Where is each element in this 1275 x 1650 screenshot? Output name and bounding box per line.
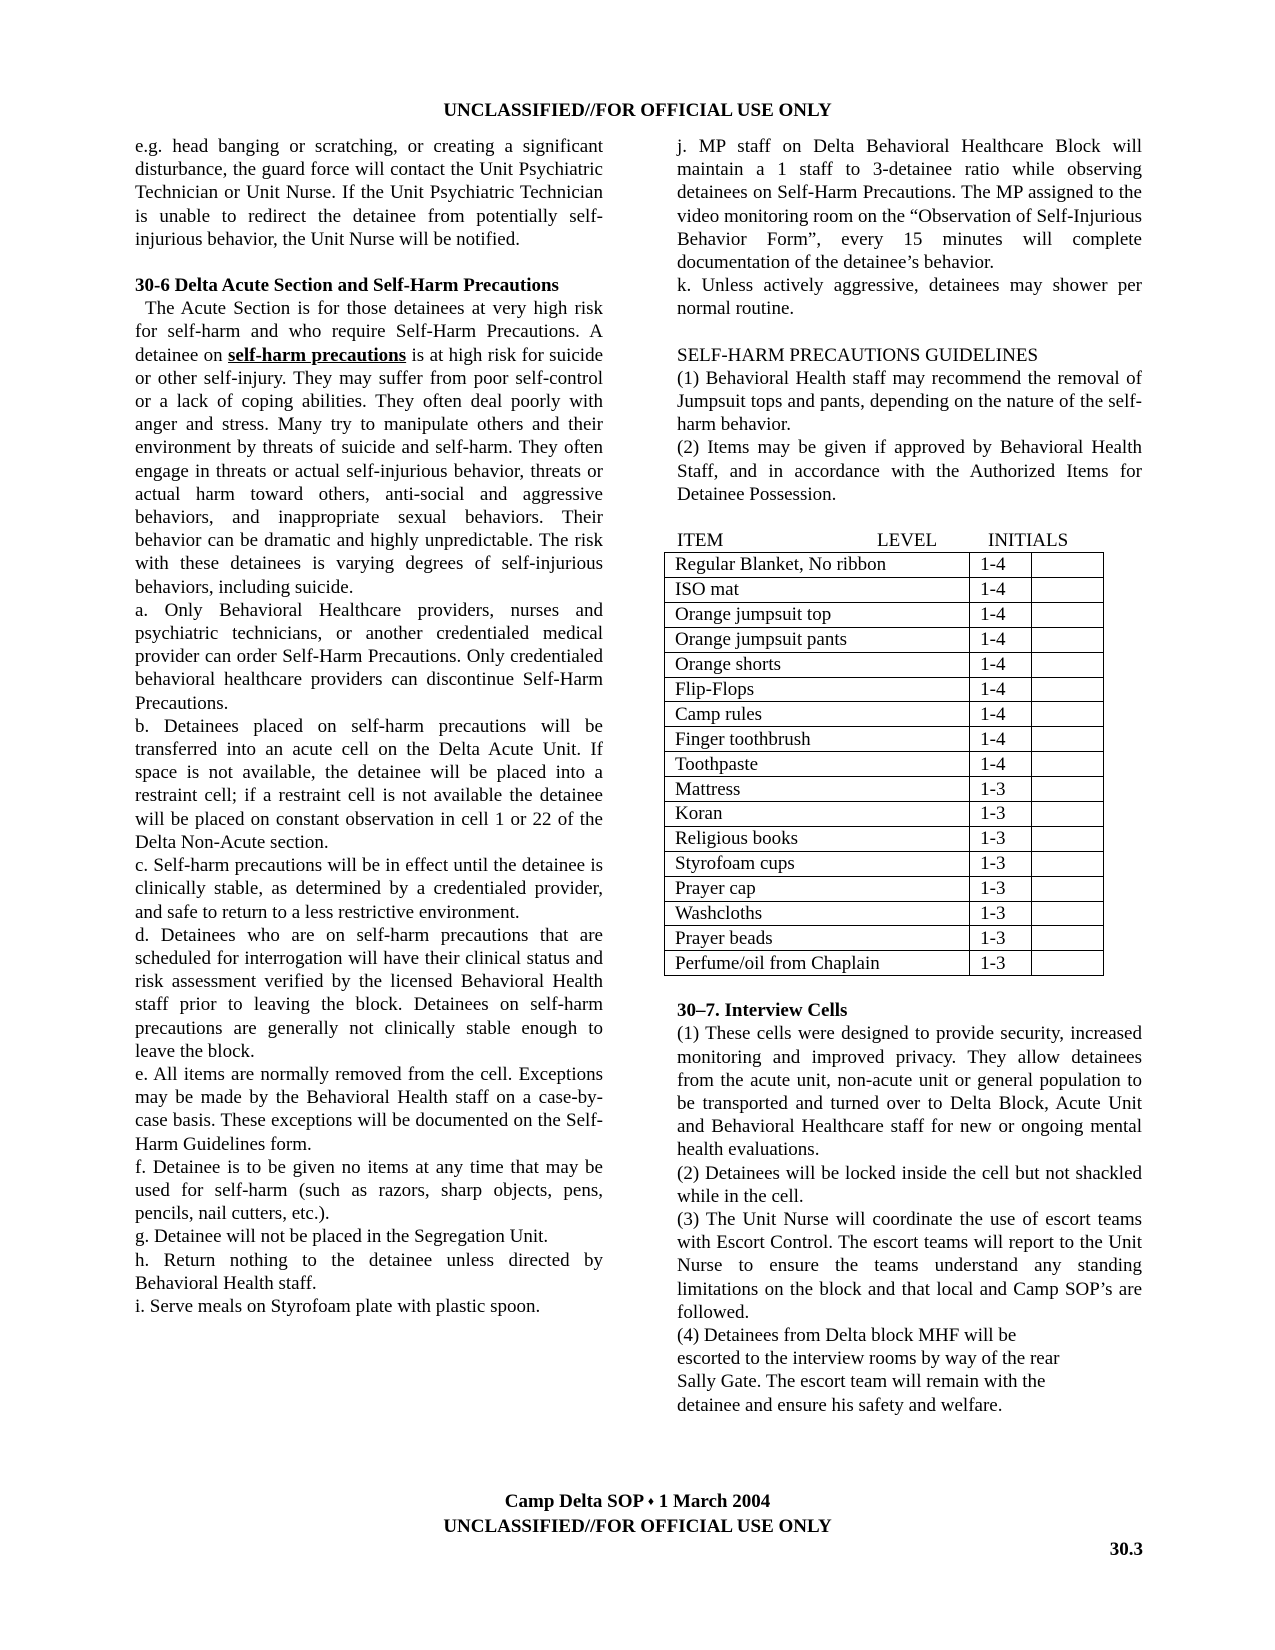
table-row [665, 926, 1104, 951]
table-row [665, 602, 1104, 627]
item-level-cell: 1-4 [970, 577, 1032, 602]
item-name-cell: Orange shorts [665, 652, 970, 677]
table-row [665, 677, 1104, 702]
footer [0, 1490, 1275, 1538]
item-name-cell: Prayer cap [665, 876, 970, 901]
item-c: c. Self-harm precautions will be in effect until the detainee is clinically stable, as determined by a credentialed provider, and safe to return to a less restrictive environment. [135, 855, 603, 923]
item-initials-cell [1032, 727, 1104, 752]
item-b: b. Detainees placed on self-harm precautions will be transferred into an acute cell on the Delta Acute Unit. If space is not available, the detainee will be placed into a restraint cell; if a restraint cell is not available the detainee will be placed on constant observation in cell 1 or 22 of the Delta Non-Acute section. [135, 715, 603, 853]
item-name-cell: Washcloths [665, 901, 970, 926]
item-name-cell: Orange jumpsuit pants [665, 627, 970, 652]
table-row [665, 851, 1104, 876]
diamond-icon: ♦ [647, 1494, 654, 1508]
footer-classification: UNCLASSIFIED//FOR OFFICIAL USE ONLY [443, 1516, 832, 1537]
section-title-30-7: 30–7. Interview Cells [677, 1000, 848, 1022]
item-initials-cell [1032, 801, 1104, 826]
interview-1: (1) These cells were designed to provide security, increased monitoring and improved privacy. They allow detainees from the acute unit, non-acute unit or general population to be transported and turned over to Delta Block, Acute Unit and Behavioral Healthcare staff for new or ongoing mental health evaluations. [677, 1023, 1142, 1161]
item-name-cell: Finger toothbrush [665, 727, 970, 752]
table-row [665, 876, 1104, 901]
item-name-cell: Perfume/oil from Chaplain [665, 951, 970, 976]
table-row [665, 727, 1104, 752]
item-level-cell: 1-3 [970, 926, 1032, 951]
item-initials-cell [1032, 652, 1104, 677]
acute-text-b: is at high risk for suicide or other self-injury. They may suffer from poor self-control or a lack of coping abilities. They often deal poorly with anger and stress. Many try to manipulate others and their environment by threats of suicide and self-harm. They often engage in threats or actual self-injurious behavior, threats or actual harm toward others, anti-social and aggressive behaviors, and inappropriate sexual behaviors. Their behavior can be dramatic and highly unpredictable. The risk with these detainees is varying degrees of self-injurious behaviors, including suicide. [135, 344, 604, 598]
item-e: e. All items are normally removed from the cell. Exceptions may be made by the Behavioral Health staff on a case-by-case basis. These exceptions will be documented on the Self-Harm Guidelines form. [135, 1063, 603, 1155]
table-row [665, 652, 1104, 677]
table-row [665, 752, 1104, 777]
interview-4-line-3: Sally Gate. The escort team will remain with the [677, 1371, 1046, 1393]
item-d: d. Detainees who are on self-harm precautions that are scheduled for interrogation will have their clinical status and risk assessment verified by the licensed Behavioral Health staff prior to leaving the block. Detainees on self-harm precautions are generally not clinically stable enough to leave the block. [135, 924, 603, 1062]
item-level-cell: 1-3 [970, 901, 1032, 926]
left-column [135, 135, 603, 1318]
item-level-cell: 1-4 [970, 752, 1032, 777]
item-level-cell: 1-4 [970, 652, 1032, 677]
guideline-2: (2) Items may be given if approved by Behavioral Health Staff, and in accordance with the Authorized Items for Detainee Possession. [677, 437, 1142, 505]
item-name-cell: Camp rules [665, 702, 970, 727]
item-g: g. Detainee will not be placed in the Segregation Unit. [135, 1226, 549, 1248]
table-row [665, 777, 1104, 802]
item-level-cell: 1-3 [970, 826, 1032, 851]
guidelines-title: SELF-HARM PRECAUTIONS GUIDELINES [677, 344, 1039, 366]
right-column [677, 135, 1142, 1417]
item-level-cell: 1-4 [970, 553, 1032, 578]
table-row [665, 553, 1104, 578]
item-level-cell: 1-3 [970, 851, 1032, 876]
item-level-cell: 1-4 [970, 727, 1032, 752]
table-row [665, 826, 1104, 851]
section-title-30-6: 30-6 Delta Acute Section and Self-Harm Precautions [135, 275, 559, 297]
table-row [665, 627, 1104, 652]
acute-text-a: The Acute Section is for those detainees at very high risk for self-harm and who require Self-Harm Precautions. A detainee on [135, 298, 603, 366]
footer-line-1 [0, 1490, 1275, 1515]
interview-2: (2) Detainees will be locked inside the cell but not shackled while in the cell. [677, 1162, 1142, 1207]
footer-doc-name: Camp Delta SOP [504, 1491, 644, 1512]
page-number: 30.3 [1109, 1539, 1143, 1560]
item-name-cell: Orange jumpsuit top [665, 602, 970, 627]
item-name-cell: Koran [665, 801, 970, 826]
item-initials-cell [1032, 602, 1104, 627]
item-name-cell: Flip-Flops [665, 677, 970, 702]
item-initials-cell [1032, 901, 1104, 926]
item-name-cell: ISO mat [665, 577, 970, 602]
header-item: ITEM [677, 530, 724, 552]
table-row [665, 801, 1104, 826]
item-level-cell: 1-4 [970, 627, 1032, 652]
item-initials-cell [1032, 826, 1104, 851]
item-level-cell: 1-4 [970, 602, 1032, 627]
intro-paragraph: e.g. head banging or scratching, or creating a significant disturbance, the guard force will contact the Unit Psychiatric Technician or Unit Nurse. If the Unit Psychiatric Technician is unable to redirect the detainee from potentially self-injurious behavior, the Unit Nurse will be notified. [135, 136, 603, 250]
classification-header: UNCLASSIFIED//FOR OFFICIAL USE ONLY [443, 100, 832, 121]
item-level-cell: 1-3 [970, 951, 1032, 976]
table-row [665, 702, 1104, 727]
item-initials-cell [1032, 777, 1104, 802]
footer-date: 1 March 2004 [658, 1491, 771, 1512]
table-row [665, 951, 1104, 976]
item-a: a. Only Behavioral Healthcare providers, nurses and psychiatric technicians, or another credentialed medical provider can order Self-Harm Precautions. Only credentialed behavioral healthcare providers can discontinue Self-Harm Precautions. [135, 599, 603, 714]
item-i: i. Serve meals on Styrofoam plate with plastic spoon. [135, 1295, 541, 1317]
acute-term: self-harm precautions [228, 344, 407, 366]
guideline-1: (1) Behavioral Health staff may recommend the removal of Jumpsuit tops and pants, depending on the nature of the self-harm behavior. [677, 367, 1142, 436]
item-initials-cell [1032, 702, 1104, 727]
interview-3: (3) The Unit Nurse will coordinate the use of escort teams with Escort Control. The escort teams will report to the Unit Nurse to ensure the teams understand any standing limitations on the block and that local and Camp SOP’s are followed. [677, 1209, 1142, 1323]
item-name-cell: Regular Blanket, No ribbon [665, 553, 970, 578]
item-level-cell: 1-4 [970, 677, 1032, 702]
item-initials-cell [1032, 627, 1104, 652]
item-name-cell: Toothpaste [665, 752, 970, 777]
item-name-cell: Styrofoam cups [665, 851, 970, 876]
item-name-cell: Mattress [665, 777, 970, 802]
item-initials-cell [1032, 677, 1104, 702]
item-f: f. Detainee is to be given no items at any time that may be used for self-harm (such as razors, sharp objects, pens, pencils, nail cutters, etc.). [135, 1156, 603, 1225]
item-name-cell: Prayer beads [665, 926, 970, 951]
item-level-cell: 1-3 [970, 876, 1032, 901]
item-level-cell: 1-3 [970, 801, 1032, 826]
interview-4-line-2: escorted to the interview rooms by way of the rear [677, 1348, 1060, 1370]
table-row [665, 901, 1104, 926]
item-initials-cell [1032, 577, 1104, 602]
item-initials-cell [1032, 926, 1104, 951]
interview-4-line-4: detainee and ensure his safety and welfare. [677, 1394, 1003, 1416]
item-level-cell: 1-3 [970, 777, 1032, 802]
item-level-cell: 1-4 [970, 702, 1032, 727]
table-row [665, 577, 1104, 602]
header-initials: INITIALS [988, 530, 1069, 552]
item-initials-cell [1032, 752, 1104, 777]
interview-4-line-1: (4) Detainees from Delta block MHF will be [677, 1325, 1017, 1347]
items-table-header [677, 529, 1142, 552]
item-initials-cell [1032, 851, 1104, 876]
item-name-cell: Religious books [665, 826, 970, 851]
item-initials-cell [1032, 951, 1104, 976]
authorized-items-table [664, 552, 1104, 976]
item-initials-cell [1032, 553, 1104, 578]
header-level: LEVEL [877, 530, 938, 552]
item-initials-cell [1032, 876, 1104, 901]
item-j: j. MP staff on Delta Behavioral Healthcare Block will maintain a 1 staff to 3-detainee ratio while observing detainees on Self-Harm Precautions. The MP assigned to the video monitoring room on the “Observation of Self-Injurious Behavior Form”, every 15 minutes will complete documentation of the detainee’s behavior. [677, 136, 1142, 274]
acute-paragraph [135, 297, 603, 599]
item-k: k. Unless actively aggressive, detainees may shower per normal routine. [677, 275, 1142, 320]
item-h: h. Return nothing to the detainee unless directed by Behavioral Health staff. [135, 1249, 603, 1294]
